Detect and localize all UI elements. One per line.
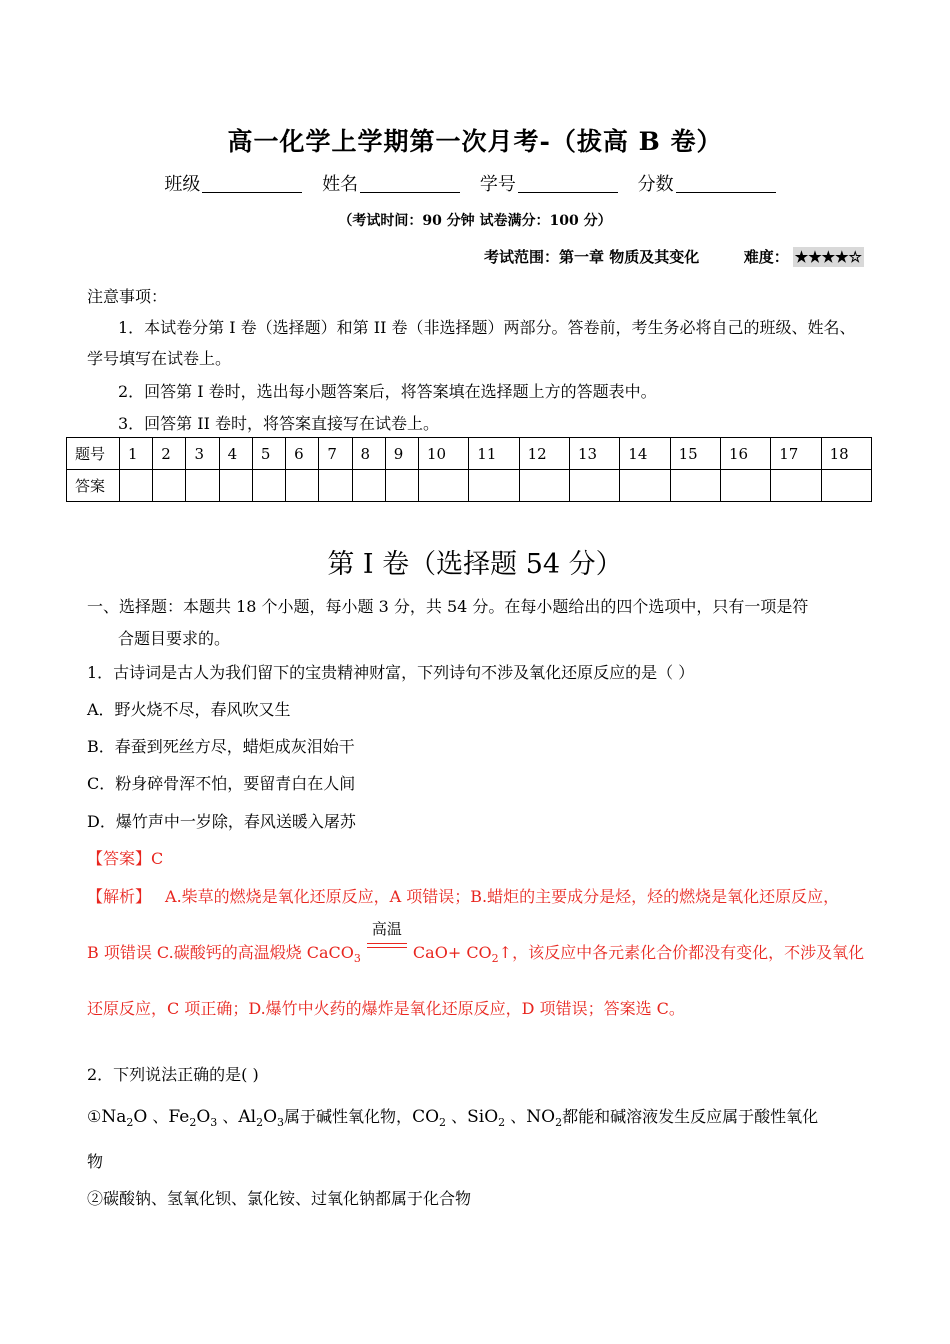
question-number-cell: 17 <box>771 438 821 470</box>
section-intro-cont: 合题目要求的。 <box>118 629 231 648</box>
section-intro: 一、选择题：本题共 18 个小题，每小题 3 分，共 54 分。在每小题给出的四个选项中，只有一项是符 <box>87 597 809 616</box>
difficulty-label: 难度： <box>743 248 789 266</box>
formula-na2o: $Na_2O$ <box>101 1107 148 1129</box>
answer-table <box>66 437 872 502</box>
analysis-text-2e: ↑，该反应中各元素化合价都没有变化，不涉及氧化 <box>498 943 865 962</box>
q1-option-d: D．爆竹声中一岁除，春风送暖入屠苏 <box>87 812 356 831</box>
q2-item-2: ②碳酸钠、氢氧化钡、氯化铵、过氧化钠都属于化合物 <box>87 1189 472 1208</box>
q1-analysis-line2 <box>87 920 865 965</box>
answer-cell[interactable] <box>771 470 821 502</box>
question-number-cell: 7 <box>319 438 352 470</box>
analysis-text-2c: CaO+ CO <box>412 943 492 962</box>
answer-cell[interactable] <box>286 470 319 502</box>
question-number-cell: 14 <box>620 438 670 470</box>
formula-al2o3: $Al_2O_3$ <box>238 1107 285 1129</box>
question-number-cell: 13 <box>569 438 619 470</box>
q1-option-b: B．春蚕到死丝方尽，蜡炬成灰泪始干 <box>87 737 355 756</box>
question-number-cell: 3 <box>186 438 219 470</box>
question-number-cell: 8 <box>352 438 385 470</box>
answer-cell[interactable] <box>569 470 619 502</box>
answer-row <box>67 470 872 502</box>
notice-item-1: 1．本试卷分第 I 卷（选择题）和第 II 卷（非选择题）两部分。答卷前，考生务必将自己的班级、姓名、 <box>118 318 856 337</box>
item-1-mid: 属于碱性氧化物， <box>284 1107 413 1126</box>
q1-option-c: C．粉身碎骨浑不怕，要留青白在人间 <box>87 774 356 793</box>
notice-heading: 注意事项： <box>87 287 168 306</box>
answer-cell[interactable] <box>186 470 219 502</box>
exam-timing: （考试时间：90 分钟 试卷满分：100 分） <box>338 213 612 229</box>
id-blank[interactable] <box>518 174 618 193</box>
answer-cell[interactable] <box>252 470 285 502</box>
notice-item-3: 3．回答第 II 卷时，将答案直接写在试卷上。 <box>118 414 439 433</box>
difficulty-stars: ★★★★☆ <box>794 248 862 266</box>
name-label: 姓名 <box>322 174 359 195</box>
answer-cell[interactable] <box>319 470 352 502</box>
answer-cell[interactable] <box>219 470 252 502</box>
q1-answer: 【答案】C <box>87 849 164 868</box>
analysis-sub-2: 2 <box>491 952 499 965</box>
answer-cell[interactable] <box>469 470 519 502</box>
question-number-cell: 12 <box>519 438 569 470</box>
answer-cell[interactable] <box>670 470 720 502</box>
class-blank[interactable] <box>202 174 302 193</box>
question-number-cell: 10 <box>418 438 468 470</box>
question-number-cell: 5 <box>252 438 285 470</box>
formula-fe2o3: $Fe_2O_3$ <box>168 1107 218 1129</box>
student-info-line <box>0 170 950 196</box>
score-blank[interactable] <box>676 174 776 193</box>
question-number-cell: 2 <box>153 438 186 470</box>
q2-item-1: $①Na_2O$ 、$Fe_2O_3$ 、$Al_2O_3$属于碱性氧化物，$CO_2$ 、SiO$_2$ 、$NO_2$都能和碱溶液发生反应属于酸性氧化 <box>87 1107 819 1129</box>
exam-scope <box>484 246 864 267</box>
item-1-tail: 都能和碱溶液发生反应属于酸性氧化 <box>562 1107 819 1126</box>
question-number-cell: 4 <box>219 438 252 470</box>
score-label: 分数 <box>637 174 674 195</box>
question-number-cell: 15 <box>670 438 720 470</box>
analysis-text-1: A.柴草的燃烧是氧化还原反应，A 项错误；B.蜡炬的主要成分是烃，烃的燃烧是氧化还原反应， <box>165 887 840 906</box>
question-number-cell: 6 <box>286 438 319 470</box>
equals-line-top <box>367 943 407 944</box>
analysis-text-2a: B 项错误 C.碳酸钙的高温煅烧 CaCO <box>87 943 354 962</box>
question-number-cell: 16 <box>720 438 770 470</box>
answer-cell[interactable] <box>821 470 871 502</box>
class-label: 班级 <box>164 174 201 195</box>
answer-cell[interactable] <box>385 470 418 502</box>
answer-cell[interactable] <box>519 470 569 502</box>
name-blank[interactable] <box>360 174 460 193</box>
item-1-marker: ① <box>87 1107 102 1126</box>
answer-cell[interactable] <box>120 470 153 502</box>
condition-text: 高温 <box>371 920 402 938</box>
q1-option-a: A．野火烧不尽，春风吹又生 <box>87 700 291 719</box>
page-title: 高一化学上学期第一次月考-（拔高 B 卷） <box>227 127 723 156</box>
answer-cell[interactable] <box>620 470 670 502</box>
answer-cell[interactable] <box>153 470 186 502</box>
question-number-row <box>67 438 872 470</box>
formula-co2: $CO_2$ <box>412 1107 447 1129</box>
analysis-tag: 【解析】 <box>87 887 152 906</box>
formula-no2: $NO_2$ <box>526 1107 563 1129</box>
q1-analysis-line1 <box>87 884 839 907</box>
row-label-number: 题号 <box>67 438 120 470</box>
answer-cell[interactable] <box>418 470 468 502</box>
answer-cell[interactable] <box>352 470 385 502</box>
notice-item-1-cont: 学号填写在试卷上。 <box>87 349 232 368</box>
question-number-cell: 9 <box>385 438 418 470</box>
row-label-answer: 答案 <box>67 470 120 502</box>
section-title: 第 I 卷（选择题 54 分） <box>327 549 623 580</box>
q1-analysis-line3: 还原反应，C 项正确；D.爆竹中火药的爆炸是氧化还原反应，D 项错误；答案选 C。 <box>87 999 685 1018</box>
answer-cell[interactable] <box>720 470 770 502</box>
q2-item-1-cont: 物 <box>87 1152 104 1171</box>
scope-text: 考试范围：第一章 物质及其变化 <box>484 248 700 266</box>
q1-stem: 1．古诗词是古人为我们留下的宝贵精神财富，下列诗句不涉及氧化还原反应的是（ ） <box>87 663 695 682</box>
formula-sio2: SiO$_2$ <box>467 1107 506 1129</box>
id-label: 学号 <box>479 174 516 195</box>
analysis-sub-3: 3 <box>353 952 361 965</box>
equals-line-bottom <box>367 947 407 948</box>
notice-item-2: 2．回答第 I 卷时，选出每小题答案后，将答案填在选择题上方的答题表中。 <box>118 382 657 401</box>
q2-stem: 2．下列说法正确的是( ) <box>87 1065 259 1084</box>
question-number-cell: 1 <box>120 438 153 470</box>
question-number-cell: 18 <box>821 438 871 470</box>
reaction-condition <box>367 920 407 960</box>
question-number-cell: 11 <box>469 438 519 470</box>
